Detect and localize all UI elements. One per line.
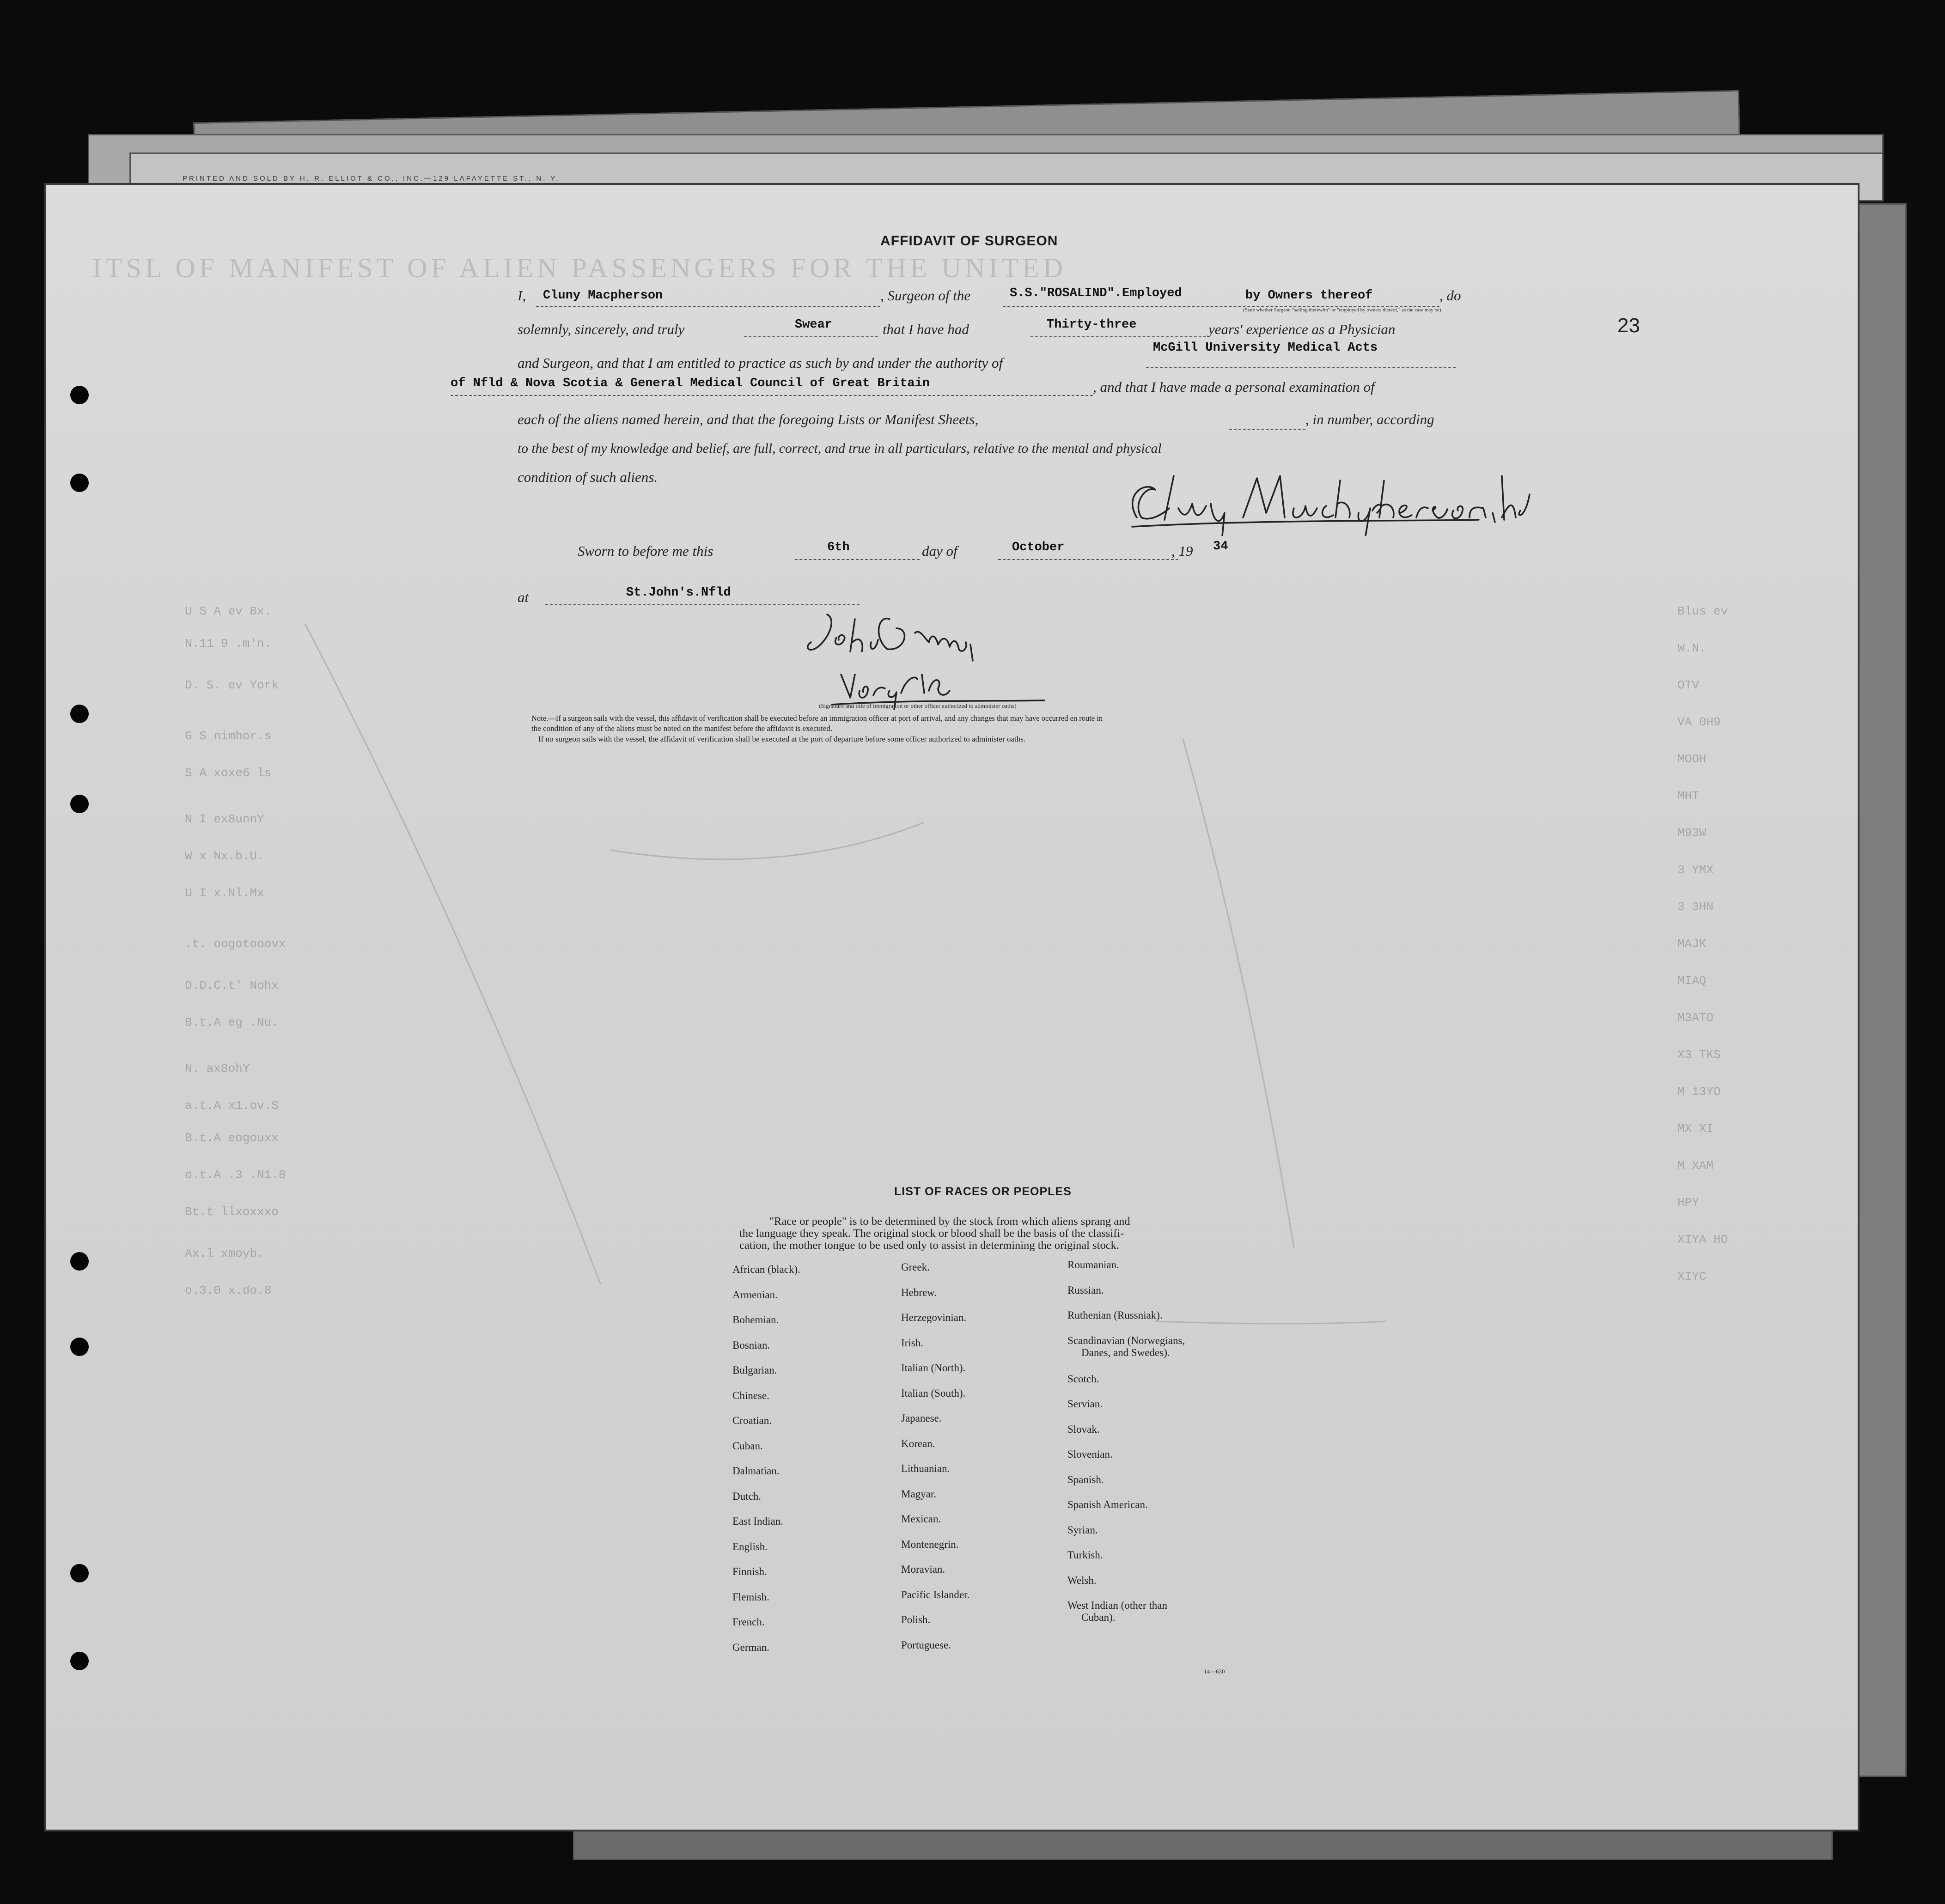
sworn-year: 34 (1213, 540, 1228, 554)
surgeon-name: Cluny Macpherson (543, 289, 663, 303)
race-item: English. (732, 1540, 768, 1552)
field-line (1003, 306, 1439, 307)
svg-text:MIAQ: MIAQ (1677, 974, 1707, 988)
race-item: Scotch. (1067, 1373, 1099, 1385)
punch-hole (70, 795, 89, 813)
back-sheet-bottom (573, 1830, 1833, 1860)
race-item: Flemish. (732, 1591, 769, 1603)
race-item: Moravian. (901, 1563, 945, 1575)
svg-text:MOOH: MOOH (1677, 752, 1707, 766)
race-item: Finnish. (732, 1566, 767, 1577)
races-column-3 (1067, 1259, 1185, 1625)
race-item: Bosnian. (732, 1339, 770, 1351)
svg-text:M XAM: M XAM (1677, 1159, 1714, 1173)
svg-text:G S nimhor.s: G S nimhor.s (185, 729, 272, 743)
race-item: Spanish. (1067, 1473, 1104, 1485)
race-item: Slovenian. (1067, 1448, 1113, 1460)
surgeon-signature (1118, 467, 1534, 536)
races-intro-1: "Race or people" is to be determined by the stock from which aliens sprang and (769, 1215, 1130, 1228)
race-item: Welsh. (1067, 1574, 1097, 1586)
race-item: Italian (North). (901, 1362, 966, 1374)
race-item: Greek. (901, 1261, 930, 1273)
solemnly-text: solemnly, sincerely, and truly (518, 321, 685, 337)
svg-text:OTV: OTV (1677, 678, 1699, 692)
state-note: (State whether Surgeon "sailing therewith" or "employed by owners thereof," as the case may be) (1243, 307, 1441, 313)
field-line (536, 306, 880, 307)
svg-text:XIYA HO: XIYA HO (1677, 1233, 1728, 1247)
race-item: Roumanian. (1067, 1259, 1119, 1271)
printer-imprint: PRINTED AND SOLD BY H. R. ELLIOT & CO., INC.—129 LAFAYETTE ST., N. Y. (183, 175, 560, 182)
svg-text:B.t.A eg .Nu.: B.t.A eg .Nu. (185, 1016, 279, 1029)
races-column-1 (732, 1264, 800, 1667)
field-line (998, 559, 1178, 560)
authority-1: McGill University Medical Acts (1153, 341, 1378, 355)
race-item: Cuban). (1081, 1612, 1116, 1623)
condition-text: condition of such aliens. (518, 469, 658, 485)
punch-hole (70, 1252, 89, 1271)
svg-text:X3 TKS: X3 TKS (1677, 1048, 1721, 1062)
affidavit-title: AFFIDAVIT OF SURGEON (880, 233, 1058, 249)
oath-type: Swear (795, 318, 833, 332)
punch-hole (70, 386, 89, 404)
years-experience-value: Thirty-three (1047, 318, 1137, 332)
field-line (1030, 336, 1206, 337)
day-of-text: day of (922, 543, 957, 559)
svg-text:D.D.C.t' Nohx: D.D.C.t' Nohx (185, 979, 279, 992)
svg-text:o.3.0 x.do.8: o.3.0 x.do.8 (185, 1284, 272, 1297)
race-item: Chinese. (732, 1389, 769, 1401)
employed-by: by Owners thereof (1245, 289, 1373, 303)
race-item: Bulgarian. (732, 1364, 777, 1376)
and-surgeon-text: and Surgeon, and that I am entitled to practice as such by and under the authority of (518, 355, 1003, 371)
race-item: Syrian. (1067, 1524, 1098, 1536)
to-the-best-text: to the best of my knowledge and belief, are full, correct, and true in all particulars, relative to the mental and physical (518, 441, 1162, 456)
svg-text:S A xoxe6 ls: S A xoxe6 ls (185, 766, 272, 780)
sworn-month: October (1012, 541, 1065, 554)
race-item: West Indian (other than (1067, 1600, 1167, 1611)
authority-2: of Nfld & Nova Scotia & General Medical Council of Great Britain (451, 377, 930, 390)
races-column-2 (901, 1261, 969, 1664)
svg-text:3 3HN: 3 3HN (1677, 900, 1714, 914)
race-item: East Indian. (732, 1515, 783, 1527)
races-intro-2: the language they speak. The original stock or blood shall be the basis of the classifi- (739, 1227, 1124, 1240)
race-item: Spanish American. (1067, 1499, 1148, 1510)
punch-hole (70, 705, 89, 723)
and-that-text: , and that I have made a personal examination of (1093, 379, 1375, 395)
race-item: Servian. (1067, 1398, 1103, 1410)
svg-text:ITSL OF MANIFEST OF ALIEN PASS: ITSL OF MANIFEST OF ALIEN PASSENGERS FOR THE UNITED (92, 253, 1067, 283)
year-prefix: , 19 (1171, 543, 1193, 559)
svg-text:o.t.A .3 .N1.8: o.t.A .3 .N1.8 (185, 1168, 286, 1182)
race-item: German. (732, 1641, 769, 1653)
svg-text:a.t.A x1.ov.S: a.t.A x1.ov.S (185, 1099, 279, 1113)
do-text: , do (1439, 287, 1461, 304)
surgeon-of-text: , Surgeon of the (880, 287, 971, 304)
race-item: Armenian. (732, 1289, 778, 1301)
race-item: Dutch. (732, 1490, 761, 1502)
field-line (545, 604, 860, 605)
races-title: LIST OF RACES OR PEOPLES (894, 1185, 1072, 1198)
svg-text:N. ax8ohY: N. ax8ohY (185, 1062, 250, 1076)
race-item: Cuban. (732, 1440, 763, 1452)
at-text: at (518, 589, 529, 605)
svg-text:MHT: MHT (1677, 789, 1699, 803)
svg-text:U I x.Nl.Mx: U I x.Nl.Mx (185, 886, 264, 900)
race-item: Japanese. (901, 1412, 942, 1424)
svg-text:Bt.t llxoxxxo: Bt.t llxoxxxo (185, 1205, 279, 1219)
race-item: Slovak. (1067, 1423, 1100, 1435)
ship-name: S.S."ROSALIND".Employed (1010, 286, 1182, 300)
field-line (744, 336, 878, 337)
race-item: Italian (South). (901, 1387, 966, 1399)
race-item: Herzegovinian. (901, 1312, 967, 1323)
in-number-text: , in number, according (1305, 411, 1434, 427)
i-label: I, (518, 287, 526, 304)
race-item: Korean. (901, 1437, 935, 1449)
note-line-1: Note.—If a surgeon sails with the vessel, this affidavit of verification shall be executed before an immigration officer at port of arrival, and any changes that may have occurred en route in (531, 714, 1103, 723)
note-line-3: If no surgeon sails with the vessel, the affidavit of verification shall be executed at the port of departure before some officer authorized to administer oaths. (538, 735, 1026, 743)
race-item: Turkish. (1067, 1549, 1103, 1561)
form-number: 14—630 (1204, 1668, 1225, 1675)
svg-text:MAJK: MAJK (1677, 937, 1707, 951)
sworn-day: 6th (827, 541, 850, 554)
that-i-have-had: that I have had (883, 321, 969, 337)
years-experience-text: years' experience as a Physician (1208, 321, 1396, 337)
note-line-2: the condition of any of the aliens must be noted on the manifest before the affidavit is executed. (531, 724, 833, 733)
back-sheet-right (1858, 203, 1907, 1777)
svg-text:MX XI: MX XI (1677, 1122, 1714, 1136)
svg-text:3 YMX: 3 YMX (1677, 863, 1714, 877)
svg-text:.t. oogotooovx: .t. oogotooovx (185, 937, 286, 951)
svg-text:M 13YO: M 13YO (1677, 1085, 1721, 1099)
race-item: Russian. (1067, 1284, 1104, 1296)
officer-caption: (Signature and title of immigration or other officer authorized to administer oaths) (819, 702, 1017, 709)
svg-text:N.11 9 .m'n.: N.11 9 .m'n. (185, 637, 272, 651)
officer-signature (786, 610, 1072, 716)
svg-text:XIYC: XIYC (1677, 1270, 1707, 1284)
race-item: Danes, and Swedes). (1081, 1346, 1170, 1358)
field-line (795, 559, 920, 560)
race-item: French. (732, 1616, 765, 1628)
race-item: Bohemian. (732, 1314, 779, 1326)
svg-text:VA 0H9: VA 0H9 (1677, 715, 1721, 729)
punch-hole (70, 1338, 89, 1356)
race-item: Ruthenian (Russniak). (1067, 1309, 1163, 1321)
sworn-place: St.John's.Nfld (626, 586, 731, 600)
each-of-text: each of the aliens named herein, and that the foregoing Lists or Manifest Sheets, (518, 411, 979, 427)
svg-text:W.N.: W.N. (1677, 641, 1707, 655)
svg-text:W x Nx.b.U.: W x Nx.b.U. (185, 849, 264, 863)
race-item: Scandinavian (Norwegians, (1067, 1334, 1185, 1346)
svg-text:U S A ev Bx.: U S A ev Bx. (185, 604, 272, 618)
race-item: Montenegrin. (901, 1538, 959, 1550)
race-item: Irish. (901, 1337, 923, 1349)
svg-text:Blus ev: Blus ev (1677, 604, 1728, 618)
race-item: Portuguese. (901, 1639, 951, 1651)
punch-hole (70, 474, 89, 492)
punch-hole (70, 1652, 89, 1670)
race-item: Polish. (901, 1614, 931, 1625)
race-item: Magyar. (901, 1488, 937, 1500)
sworn-text: Sworn to before me this (578, 543, 713, 559)
races-intro-3: cation, the mother tongue to be used only to assist in determining the original stock. (739, 1239, 1119, 1252)
svg-text:B.t.A eogouxx: B.t.A eogouxx (185, 1131, 279, 1145)
race-item: Hebrew. (901, 1286, 937, 1298)
race-item: Dalmatian. (732, 1465, 780, 1477)
svg-text:M93W: M93W (1677, 826, 1707, 840)
race-item: African (black). (732, 1264, 800, 1275)
field-line (1229, 429, 1305, 430)
svg-text:N I ex8unnY: N I ex8unnY (185, 812, 264, 826)
race-item: Pacific Islander. (901, 1588, 970, 1600)
manifest-sheet (46, 185, 1858, 1830)
field-line (1146, 367, 1456, 368)
svg-text:M3ATO: M3ATO (1677, 1011, 1714, 1025)
page-number: 23 (1617, 314, 1640, 337)
field-line (451, 395, 1093, 396)
svg-text:Ax.l xmoyb.: Ax.l xmoyb. (185, 1247, 264, 1260)
punch-hole (70, 1564, 89, 1582)
svg-text:HPY: HPY (1677, 1196, 1699, 1210)
race-item: Mexican. (901, 1513, 941, 1525)
race-item: Lithuanian. (901, 1463, 950, 1474)
svg-text:D. S. ev York: D. S. ev York (185, 678, 279, 692)
race-item: Croatian. (732, 1415, 772, 1426)
